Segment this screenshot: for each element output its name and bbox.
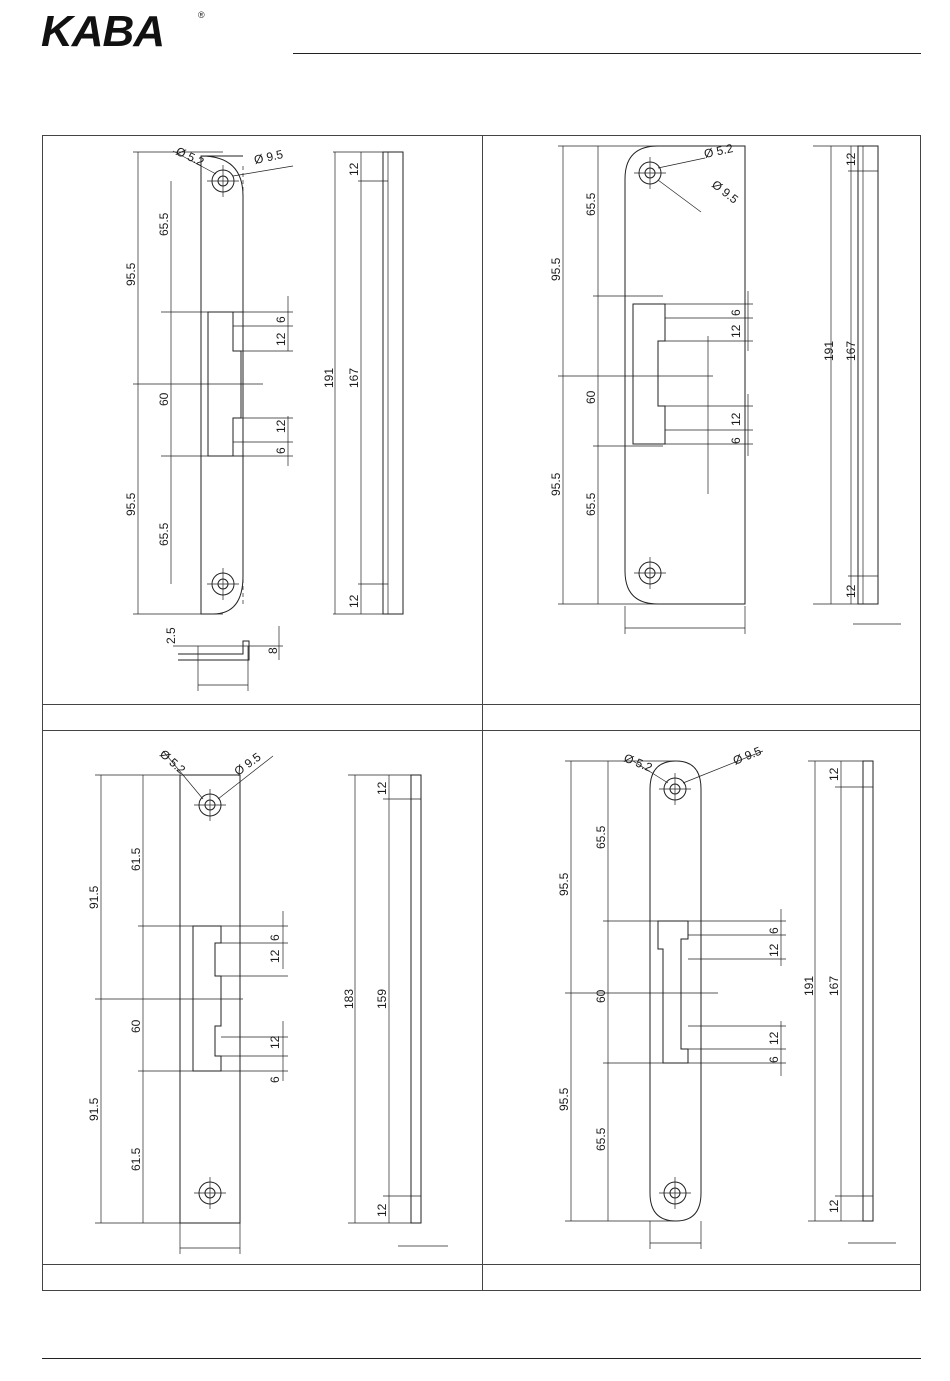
dim-end-top: 12 xyxy=(844,152,858,166)
dim-bottom-inner: 65.5 xyxy=(584,492,598,516)
side-view xyxy=(858,146,878,604)
side-view xyxy=(383,152,403,614)
drawing-bottom-right xyxy=(483,731,922,1264)
dim-notch-b: 12 xyxy=(767,943,781,957)
dim-notch-a: 6 xyxy=(274,316,288,323)
dim-end-top: 12 xyxy=(347,162,361,176)
strike-opening xyxy=(633,304,665,444)
dim-total: 191 xyxy=(322,367,336,388)
logo-text: KABA xyxy=(41,10,165,50)
side-view xyxy=(411,775,421,1223)
dim-notch-c: 12 xyxy=(268,1035,282,1049)
dim-notch-c: 12 xyxy=(729,412,743,426)
dim-end-bottom: 12 xyxy=(827,1199,841,1213)
plate-outline xyxy=(625,146,745,604)
dim-bottom-inner: 61.5 xyxy=(129,1147,143,1171)
dim-top-outer: 91.5 xyxy=(87,885,101,909)
caption-bottom-right xyxy=(483,1264,928,1290)
dim-notch-c: 12 xyxy=(767,1031,781,1045)
dim-notch-d: 6 xyxy=(274,447,288,454)
dim-total: 191 xyxy=(802,975,816,996)
leader-large xyxy=(658,180,701,212)
dim-notch-a: 6 xyxy=(729,309,743,316)
dim-bottom-outer: 95.5 xyxy=(557,1087,571,1111)
dim-top-inner: 65.5 xyxy=(584,192,598,216)
dim-end-top: 12 xyxy=(827,767,841,781)
dim-notch-c: 12 xyxy=(274,419,288,433)
label-hole-large: Ø 9.5 xyxy=(252,147,285,167)
drawing-sheet xyxy=(42,135,921,1291)
section-view xyxy=(178,641,249,660)
dim-bottom-outer: 95.5 xyxy=(549,472,563,496)
dim-inner-total: 167 xyxy=(844,340,858,361)
dim-end-bottom: 12 xyxy=(347,594,361,608)
dim-top-inner: 61.5 xyxy=(129,847,143,871)
dim-total: 183 xyxy=(342,988,356,1009)
dim-center: 60 xyxy=(157,392,171,406)
plate-outline xyxy=(201,156,243,614)
dim-notch-d: 6 xyxy=(767,1056,781,1063)
label-hole-small: Ø 5.2 xyxy=(702,141,735,161)
dim-end-bottom: 12 xyxy=(375,1203,389,1217)
drawing-top-left xyxy=(43,136,482,704)
dim-total: 191 xyxy=(822,340,836,361)
dim-notch-a: 6 xyxy=(268,934,282,941)
side-view xyxy=(863,761,873,1221)
strike-opening xyxy=(658,921,688,1063)
dim-center: 60 xyxy=(584,390,598,404)
label-hole-large: Ø 9.5 xyxy=(709,177,741,207)
dim-notch-b: 12 xyxy=(268,949,282,963)
registered-mark: ® xyxy=(198,10,205,20)
dim-flange: 2.5 xyxy=(164,627,178,644)
dim-notch-b: 12 xyxy=(729,324,743,338)
label-hole-small: Ø 5.2 xyxy=(173,144,207,170)
panel-top-right xyxy=(483,136,922,704)
dim-top-outer: 95.5 xyxy=(549,257,563,281)
label-hole-small: Ø 5.2 xyxy=(621,750,655,775)
dim-top-inner: 65.5 xyxy=(157,212,171,236)
dim-bottom-outer: 95.5 xyxy=(124,492,138,516)
dim-notch-b: 12 xyxy=(274,332,288,346)
dim-end-bottom: 12 xyxy=(844,584,858,598)
label-hole-large: Ø 9.5 xyxy=(231,749,264,779)
header-rule xyxy=(293,53,921,54)
plate-outline xyxy=(650,761,701,1221)
kaba-logo xyxy=(41,10,211,50)
dim-inner-total: 167 xyxy=(347,367,361,388)
caption-bottom-left xyxy=(43,1264,488,1290)
drawing-top-right xyxy=(483,136,922,704)
dim-top-outer: 95.5 xyxy=(557,872,571,896)
dim-top-outer: 95.5 xyxy=(124,262,138,286)
dim-notch-d: 6 xyxy=(268,1076,282,1083)
dim-center: 60 xyxy=(129,1019,143,1033)
dim-inner-total: 167 xyxy=(827,975,841,996)
dim-bottom-inner: 65.5 xyxy=(157,522,171,546)
dim-depth: 8 xyxy=(266,647,280,654)
dim-notch-d: 6 xyxy=(729,437,743,444)
footer-rule xyxy=(42,1358,921,1359)
leader-small xyxy=(658,158,705,168)
dim-center: 60 xyxy=(594,989,608,1003)
dim-end-top: 12 xyxy=(375,781,389,795)
drawing-bottom-left xyxy=(43,731,482,1264)
panel-bottom-right xyxy=(483,731,922,1264)
dim-top-inner: 65.5 xyxy=(594,825,608,849)
caption-top-right xyxy=(483,704,928,730)
label-hole-large: Ø 9.5 xyxy=(730,743,764,768)
label-hole-small: Ø 5.2 xyxy=(156,746,189,777)
leader-large xyxy=(233,166,293,176)
dim-bottom-inner: 65.5 xyxy=(594,1127,608,1151)
dim-bottom-outer: 91.5 xyxy=(87,1097,101,1121)
dim-inner-total: 159 xyxy=(375,988,389,1009)
panel-bottom-left xyxy=(43,731,482,1264)
dim-notch-a: 6 xyxy=(767,927,781,934)
panel-top-left xyxy=(43,136,482,704)
caption-top-left xyxy=(43,704,488,730)
strike-opening xyxy=(193,926,221,1071)
